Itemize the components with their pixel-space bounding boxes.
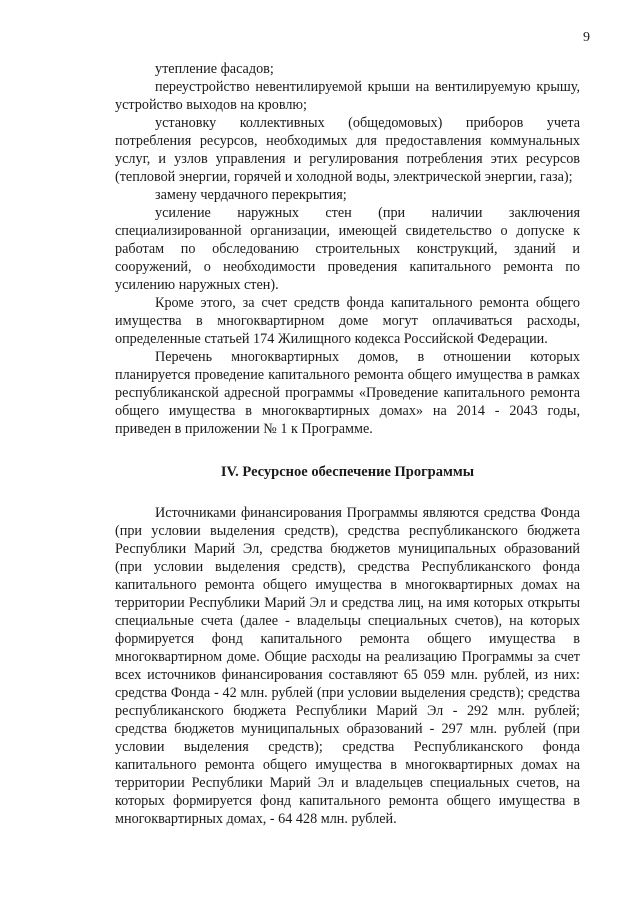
list-item-metering-devices: установку коллективных (общедомовых) приборов учета потребления ресурсов, необходимых для предоставления коммунальных услуг, и узлов управления и регулирования потребления этих ресурсов (тепловой энергии, горячей и холодной воды, электрической энергии, газа); [115, 115, 580, 185]
list-item-roof-conversion: переустройство невентилируемой крыши на вентилируемую крышу, устройство выходов на кровлю; [115, 79, 580, 113]
list-item-facade-insulation: утепление фасадов; [155, 61, 274, 77]
paragraph-additional-expenses: Кроме этого, за счет средств фонда капитального ремонта общего имущества в многоквартирном доме могут оплачиваться расходы, определенные статьей 174 Жилищного кодекса Российской Федерации. [115, 295, 580, 347]
page-number: 9 [583, 30, 590, 45]
paragraph-building-list: Перечень многоквартирных домов, в отношении которых планируется проведение капитального ремонта общего имущества в рамках республиканской адресной программы «Проведение капитального ремонта общего имущества в многоквартирных домах» на 2014 - 2043 годы, приведен в приложении № 1 к Программе. [115, 349, 580, 437]
list-item-wall-reinforcement: усиление наружных стен (при наличии заключения специализированной организации, имеющей свидетельство о допуске к работам по обследованию строительных конструкций, зданий и сооружений, о необходимости проведения капитального ремонта по усилению наружных стен). [115, 205, 580, 293]
list-item-attic-floor: замену чердачного перекрытия; [155, 187, 347, 203]
paragraph-funding-sources: Источниками финансирования Программы являются средства Фонда (при условии выделения средств), средства республиканского бюджета Республики Марий Эл, средства бюджетов муниципальных образований (при условии выделения средств), средства Республиканского фонда капитального ремонта общего имущества в многоквартирных домах на территории Республики Марий Эл и средства лиц, на имя которых открыты специальные счета (далее - владельцы специальных счетов), на которых формируется фонд капитального ремонта общего имущества в многоквартирном доме. Общие расходы на реализацию Программы за счет всех источников финансирования составляют 65 059 млн. рублей, из них: средства Фонда - 42 млн. рублей (при условии выделения средств); средства республиканского бюджета Республики Марий Эл - 292 млн. рублей; средства бюджетов муниципальных образований - 297 млн. рублей (при условии выделения средств); средства Республиканского фонда капитального ремонта общего имущества в многоквартирных домах на территории Республики Марий Эл и владельцев специальных счетов, на которых формируется фонд капитального ремонта общего имущества в многоквартирных домах, - 64 428 млн. рублей. [115, 505, 580, 827]
page-content [115, 60, 580, 828]
section-heading: IV. Ресурсное обеспечение Программы [220, 464, 475, 480]
